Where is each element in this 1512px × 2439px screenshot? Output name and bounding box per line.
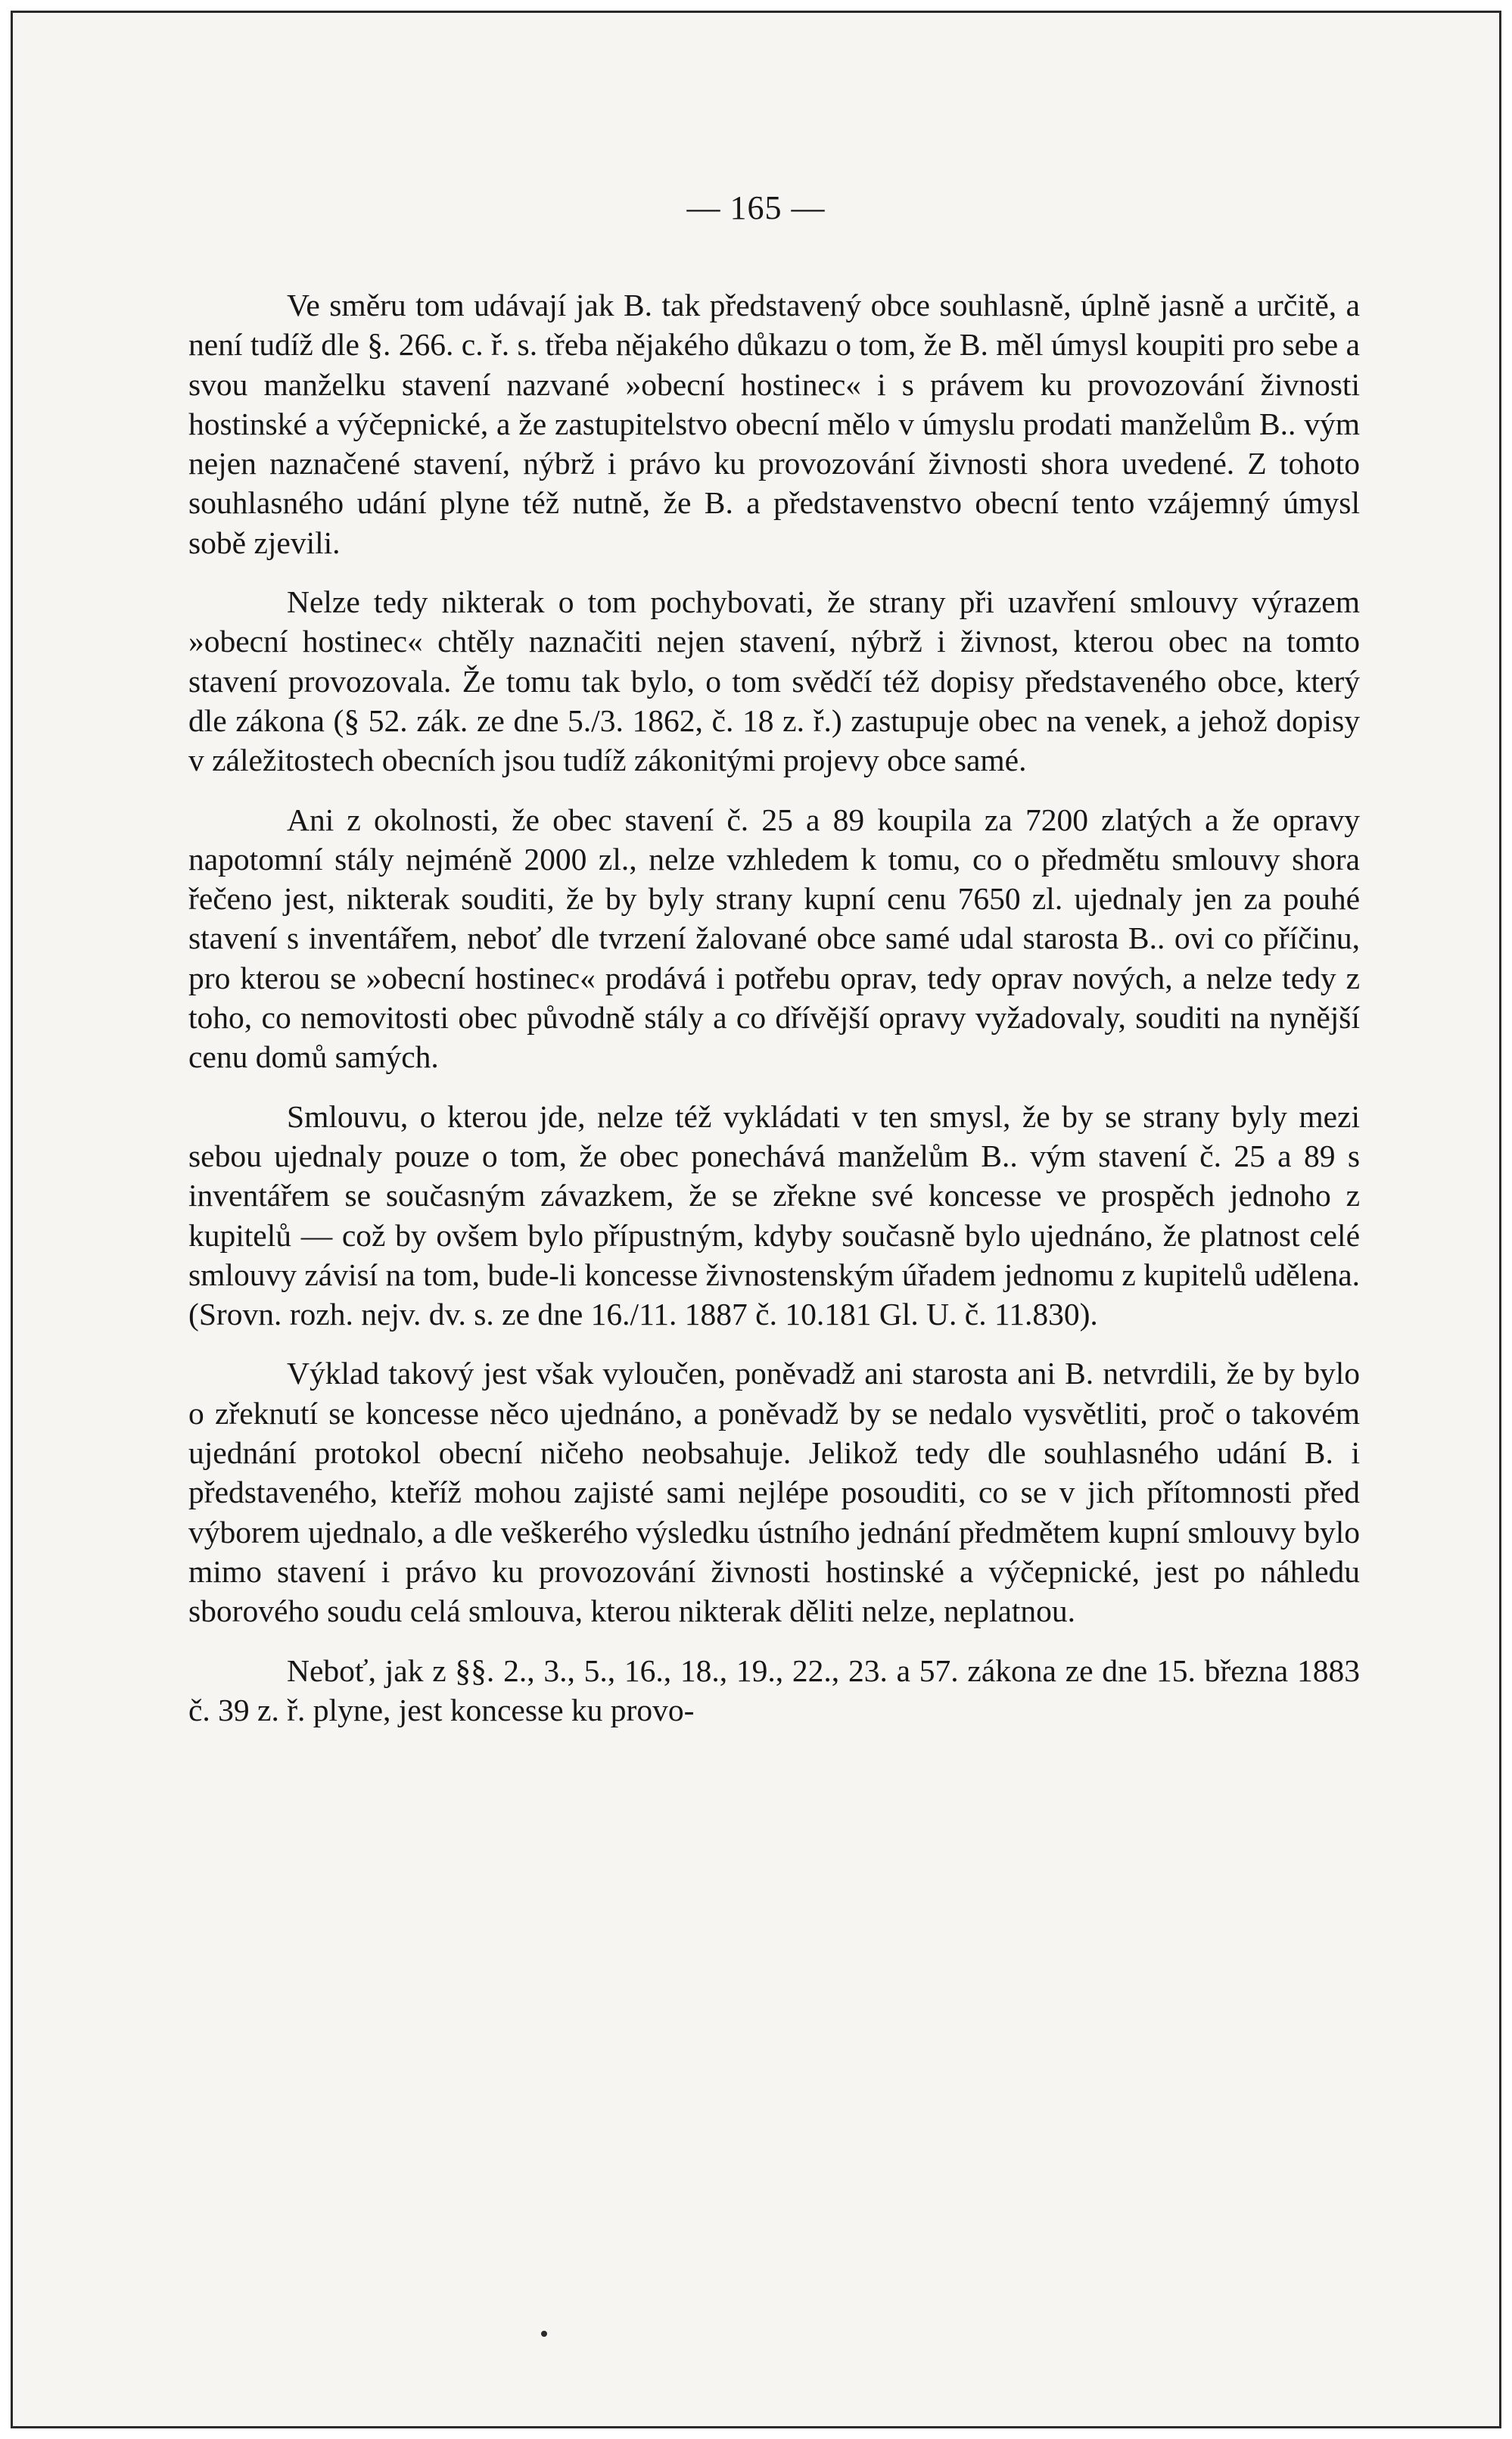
paragraph-2: Nelze tedy nikterak o tom pochybovati, že strany při uzavření smlouvy výrazem »obecní hostinec« chtěly naznačiti nejen stavení, nýbrž i živnost, kterou obec na tomto stavení provozovala. Že tomu tak bylo, o tom svědčí též dopisy představeného obce, který dle zákona (§ 52. zák. ze dne 5./3. 1862, č. 18 z. ř.) zastupuje obec na venek, a jehož dopisy v záležitostech obecních jsou tudíž zákonitými projevy obce samé. xyxy=(188,584,1360,778)
ink-speck xyxy=(541,2331,547,2337)
paragraph-3: Ani z okolnosti, že obec stavení č. 25 a 89 koupila za 7200 zlatých a že opravy napotomní stály nejméně 2000 zl., nelze vzhledem k tomu, co o předmětu smlouvy shora řečeno jest, nikterak souditi, že by byly strany kupní cenu 7650 zl. ujednaly jen za pouhé stavení s inventářem, neboť dle tvrzení žalované obce samé udal starosta B.. ovi co příčinu, pro kterou se »obecní hostinec« prodává i potřebu oprav, tedy oprav nových, a nelze tedy z toho, co nemovitosti obec původně stály a co dřívější opravy vyžadovaly, souditi na nynější cenu domů samých. xyxy=(188,802,1360,1075)
paragraph-1: Ve směru tom udávají jak B. tak představený obce souhlasně, úplně jasně a určitě, a není tudíž dle §. 266. c. ř. s. třeba nějakého důkazu o tom, že B. měl úmysl koupiti pro sebe a svou manželku stavení nazvané »obecní hostinec« i s právem ku provozování živnosti hostinské a výčepnické, a že zastupitelstvo obecní mělo v úmyslu prodati manželům B.. vým nejen naznačené stavení, nýbrž i právo ku provozování živnosti shora uvedené. Z tohoto souhlasného udání plyne též nutně, že B. a představenstvo obecní tento vzájemný úmysl sobě zjevili. xyxy=(188,288,1360,560)
page-number: — 165 — xyxy=(686,189,826,226)
paragraph-5: Výklad takový jest však vyloučen, poněvadž ani starosta ani B. netvrdili, že by bylo o zřeknutí se koncesse něco ujednáno, a poněvadž by se nedalo vysvětliti, proč o takovém ujednání protokol obecní ničeho neobsahuje. Jelikož tedy dle souhlasného udání B. i představeného, kteříž mohou zajisté sami nejlépe posouditi, co se v jich přítomnosti před výborem ujednalo, a dle veškerého výsledku ústního jednání předmětem kupní smlouvy bylo mimo stavení i právo ku provozování živnosti hostinské a výčepnické, jest po náhledu sborového soudu celá smlouva, kterou nikterak děliti nelze, neplatnou. xyxy=(188,1356,1360,1629)
body-text xyxy=(188,285,1360,1749)
paragraph-4: Smlouvu, o kterou jde, nelze též vykládati v ten smysl, že by se strany byly mezi sebou ujednaly pouze o tom, že obec ponechává manželům B.. vým stavení č. 25 a 89 s inventářem se současným závazkem, že se zřekne své koncesse ve prospěch jednoho z kupitelů — což by ovšem bylo přípustným, kdyby současně bylo ujednáno, že platnost celé smlouvy závisí na tom, bude-li koncesse živnostenským úřadem jednomu z kupitelů udělena. (Srovn. rozh. nejv. dv. s. ze dne 16./11. 1887 č. 10.181 Gl. U. č. 11.830). xyxy=(188,1098,1360,1332)
scanned-page xyxy=(11,11,1501,2428)
paragraph-6: Neboť, jak z §§. 2., 3., 5., 16., 18., 19., 22., 23. a 57. zákona ze dne 15. března 1883 č. 39 z. ř. plyne, jest koncesse ku provo- xyxy=(188,1652,1360,1727)
